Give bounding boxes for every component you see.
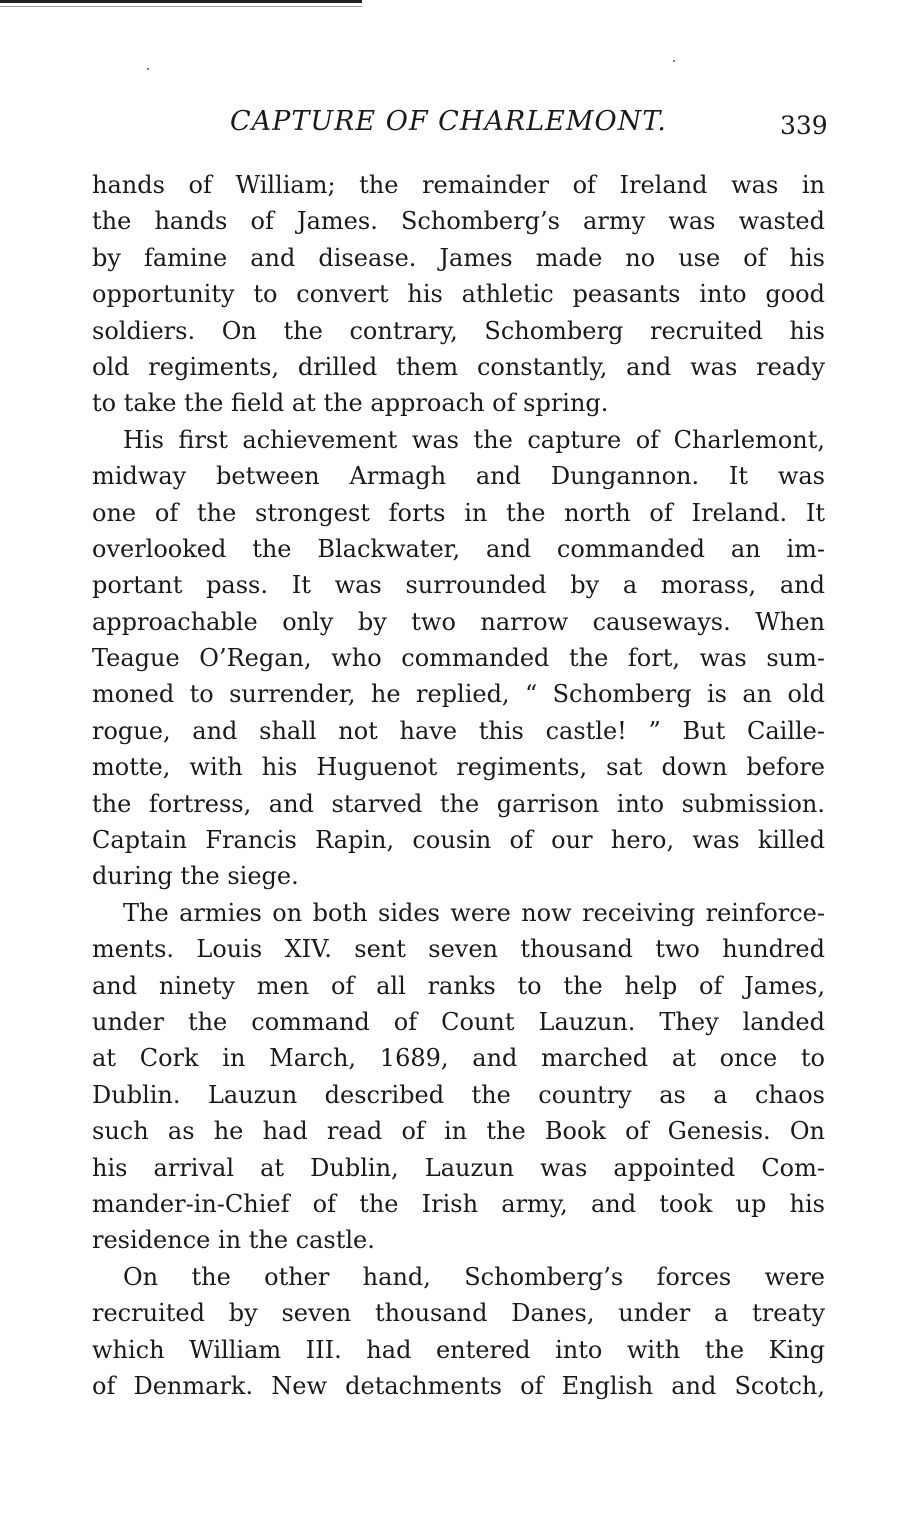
- text-line: overlooked the Blackwater, and commanded an im-: [92, 534, 825, 563]
- paragraph-first-line: His first achievement was the capture of Charlemont,: [123, 425, 825, 454]
- text-line: at Cork in March, 1689, and marched at once to: [92, 1044, 825, 1073]
- top-rule-thin: [0, 6, 362, 7]
- text-line: Captain Francis Rapin, cousin of our hero, was killed: [92, 826, 825, 855]
- print-speck: [147, 68, 149, 70]
- print-speck: [673, 60, 675, 62]
- text-line: mander-in-Chief of the Irish army, and took up his: [92, 1189, 825, 1218]
- text-line: his arrival at Dublin, Lauzun was appointed Com-: [92, 1153, 825, 1182]
- text-line: during the siege.: [92, 862, 299, 891]
- text-line: opportunity to convert his athletic peasants into good: [92, 280, 825, 309]
- text-line: hands of William; the remainder of Ireland was in: [92, 171, 825, 199]
- text-line: residence in the castle.: [92, 1226, 375, 1255]
- text-line: and ninety men of all ranks to the help of James,: [92, 971, 825, 1000]
- text-line: ments. Louis XIV. sent seven thousand two hundred: [92, 935, 825, 964]
- text-line: the fortress, and starved the garrison into submission.: [92, 789, 825, 818]
- page-number: 339: [780, 111, 828, 140]
- text-line: midway between Armagh and Dungannon. It was: [92, 462, 825, 491]
- text-line: the hands of James. Schomberg’s army was wasted: [92, 207, 825, 236]
- text-line: old regiments, drilled them constantly, and was ready: [92, 352, 825, 381]
- text-line: one of the strongest forts in the north of Ireland. It: [92, 498, 825, 527]
- text-line: such as he had read of in the Book of Genesis. On: [92, 1117, 825, 1146]
- text-line: which William III. had entered into with the King: [92, 1335, 825, 1364]
- text-line: Dublin. Lauzun described the country as a chaos: [92, 1080, 825, 1109]
- top-rule: [0, 0, 362, 3]
- text-line: portant pass. It was surrounded by a morass, and: [92, 571, 825, 600]
- text-line: recruited by seven thousand Danes, under a treaty: [92, 1299, 825, 1328]
- text-line: Teague O’Regan, who commanded the fort, was sum-: [92, 644, 825, 673]
- running-title: CAPTURE OF CHARLEMONT.: [230, 106, 667, 137]
- text-line: by famine and disease. James made no use of his: [92, 243, 825, 272]
- text-line: of Denmark. New detachments of English and Scotch,: [92, 1371, 825, 1400]
- text-line: under the command of Count Lauzun. They landed: [92, 1007, 825, 1036]
- text-line: motte, with his Huguenot regiments, sat down before: [92, 753, 825, 782]
- paragraph-first-line: On the other hand, Schomberg’s forces were: [123, 1262, 825, 1291]
- text-line: to take the field at the approach of spring.: [92, 389, 609, 418]
- text-line: rogue, and shall not have this castle! ” But Caille-: [92, 716, 825, 745]
- text-line: soldiers. On the contrary, Schomberg recruited his: [92, 316, 825, 345]
- text-line: approachable only by two narrow causeways. When: [92, 607, 825, 636]
- text-line: moned to surrender, he replied, “ Schomberg is an old: [92, 680, 825, 709]
- paragraph-first-line: The armies on both sides were now receiving reinforce-: [123, 898, 825, 927]
- body-text: [92, 167, 825, 1404]
